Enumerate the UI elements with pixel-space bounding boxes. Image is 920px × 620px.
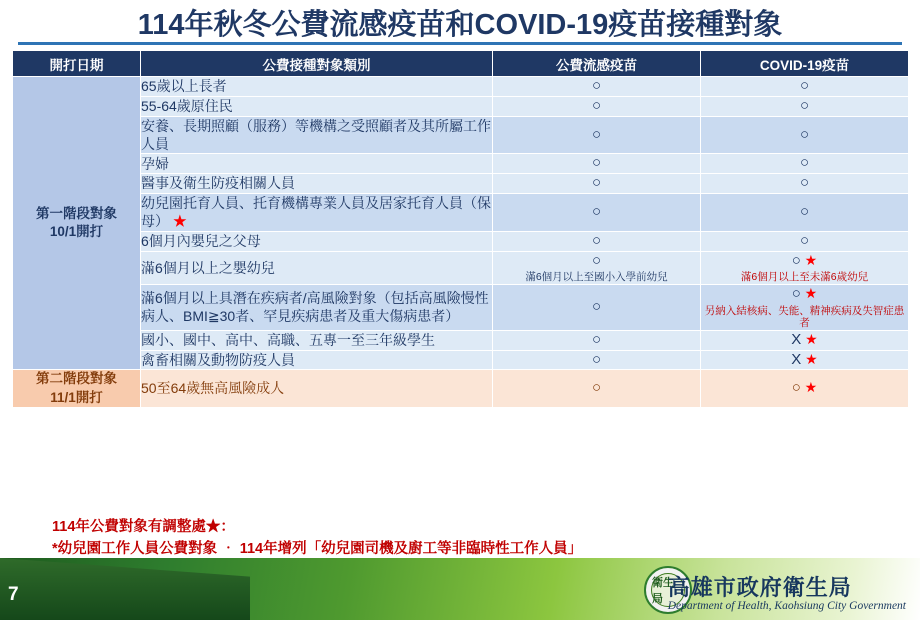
- column-header-flu: 公費流感疫苗: [493, 51, 701, 77]
- flu-mark: [493, 126, 700, 145]
- flu-mark: [493, 252, 700, 271]
- title-underline: [18, 42, 902, 45]
- category-cell: [141, 370, 493, 407]
- phase-cell: [13, 77, 141, 370]
- flu-mark: [493, 97, 700, 116]
- covid-mark: [701, 97, 908, 116]
- covid-mark: [701, 232, 908, 251]
- category-cell: [141, 116, 493, 154]
- category-cell: [141, 154, 493, 174]
- table-header-row: [13, 51, 909, 77]
- flu-symbol: ○: [591, 96, 602, 114]
- covid-symbol: ○: [799, 96, 810, 114]
- covid-cell: [701, 154, 909, 174]
- covid-symbol: ○: [799, 203, 810, 221]
- flu-mark: [493, 174, 700, 193]
- covid-cell: [701, 174, 909, 194]
- covid-mark: [701, 252, 908, 271]
- table-row: [13, 284, 909, 330]
- category-label: 滿6個月以上具潛在疾病者/高風險對象（包括高風險慢性病人、BMI≧30者、罕見疾病患者及重大傷病患者）: [141, 289, 489, 325]
- flu-cell: [493, 193, 701, 231]
- covid-cell: [701, 116, 909, 154]
- flu-symbol: ○: [591, 231, 602, 249]
- flu-cell: [493, 154, 701, 174]
- covid-cell: [701, 251, 909, 284]
- category-label: 滿6個月以上之嬰幼兒: [141, 259, 275, 276]
- covid-note: 滿6個月以上至未滿6歲幼兒: [740, 271, 869, 284]
- covid-mark: [701, 77, 908, 96]
- covid-cell: [701, 330, 909, 350]
- category-label: 安養、長期照顧（服務）等機構之受照顧者及其所屬工作人員: [141, 117, 491, 152]
- flu-cell: [493, 251, 701, 284]
- covid-cell: [701, 370, 909, 407]
- category-cell: [141, 251, 493, 284]
- flu-mark: [493, 232, 700, 251]
- vaccination-table: [12, 50, 909, 408]
- table-row: [13, 116, 909, 154]
- phase-label-line2: 10/1開打: [49, 224, 104, 240]
- flu-cell: [493, 96, 701, 116]
- flu-symbol: ○: [591, 203, 602, 221]
- covid-cell: [701, 96, 909, 116]
- covid-symbol: ○: [799, 174, 810, 192]
- footnote-line-1: 114年公費對象有調整處★：: [52, 519, 235, 535]
- covid-mark: [701, 203, 908, 222]
- covid-note: 另納入結核病、失能、精神疾病及失智症患者: [704, 304, 905, 330]
- covid-symbol: ○: [791, 284, 801, 302]
- table-row: [13, 96, 909, 116]
- table-row: [13, 154, 909, 174]
- flu-mark: [493, 298, 700, 317]
- table-row: [13, 231, 909, 251]
- covid-symbol: ○: [799, 154, 810, 172]
- covid-cell: [701, 350, 909, 370]
- flu-symbol: ○: [591, 251, 602, 269]
- category-cell: [141, 284, 493, 330]
- column-header-category: 公費接種對象類別: [141, 51, 493, 77]
- category-cell: [141, 350, 493, 370]
- flu-cell: [493, 370, 701, 407]
- flu-cell: [493, 116, 701, 154]
- category-label: 65歲以上長者: [141, 78, 227, 95]
- page-title: 114年秋冬公費流感疫苗和COVID-19疫苗接種對象: [137, 9, 783, 41]
- category-label: 6個月內嬰兒之父母: [141, 233, 261, 250]
- category-cell: [141, 77, 493, 97]
- table-row: [13, 330, 909, 350]
- flu-symbol: ○: [591, 298, 602, 316]
- flu-mark: [493, 351, 700, 370]
- phase-label-line1: 第一階段對象: [36, 205, 117, 221]
- footnote-line-2: *幼兒園工作人員公費對象 ‧ 114年增列「幼兒園司機及廚工等非臨時性工作人員」: [52, 541, 583, 558]
- flu-mark: [493, 379, 700, 398]
- table-row: [13, 251, 909, 284]
- flu-symbol: ○: [591, 77, 602, 94]
- category-label: 55-64歲原住民: [141, 97, 233, 114]
- covid-symbol: ○: [791, 379, 801, 397]
- flu-mark: [493, 154, 700, 173]
- covid-symbol: X: [791, 330, 802, 348]
- flu-symbol: ○: [591, 174, 602, 192]
- category-cell: [141, 330, 493, 350]
- flu-cell: [493, 350, 701, 370]
- category-cell: [141, 193, 493, 231]
- flu-cell: [493, 284, 701, 330]
- covid-mark: [701, 126, 908, 145]
- logo-inner-text: 衛生局: [651, 573, 685, 607]
- flu-mark: [493, 203, 700, 222]
- table-row: [13, 193, 909, 231]
- covid-symbol: ○: [799, 231, 810, 249]
- flu-mark: [493, 77, 700, 96]
- covid-mark: [701, 154, 908, 173]
- covid-mark: [701, 285, 908, 304]
- star-icon: ★: [800, 379, 818, 396]
- table-row: [13, 174, 909, 194]
- flu-symbol: ○: [591, 125, 602, 143]
- flu-symbol: ○: [591, 330, 602, 348]
- covid-symbol: ○: [799, 125, 810, 143]
- covid-symbol: ○: [799, 77, 810, 94]
- star-icon: ★: [800, 251, 818, 268]
- category-cell: [141, 231, 493, 251]
- covid-symbol: X: [791, 350, 802, 368]
- table-row: [13, 350, 909, 370]
- flu-cell: [493, 231, 701, 251]
- footnotes: [52, 516, 902, 561]
- flu-note: 滿6個月以上至國小入學前幼兒: [525, 271, 668, 284]
- star-icon: ★: [169, 213, 187, 230]
- table-row: [13, 77, 909, 97]
- flu-cell: [493, 77, 701, 97]
- category-cell: [141, 174, 493, 194]
- flu-mark: [493, 331, 700, 350]
- category-cell: [141, 96, 493, 116]
- star-icon: ★: [801, 350, 818, 367]
- column-header-date: 開打日期: [13, 51, 141, 77]
- category-label: 孕婦: [141, 155, 169, 172]
- covid-symbol: ○: [791, 251, 801, 269]
- organization-name-en: Department of Health, Kaohsiung City Government: [667, 600, 906, 612]
- category-label: 國小、國中、高中、高職、五專一至三年級學生: [141, 332, 435, 349]
- table-row: [13, 370, 909, 407]
- phase-label-line1: 第二階段對象: [36, 371, 117, 387]
- flu-cell: [493, 174, 701, 194]
- flu-cell: [493, 330, 701, 350]
- category-label: 禽畜相關及動物防疫人員: [141, 351, 295, 368]
- category-label: 醫事及衛生防疫相關人員: [141, 175, 295, 192]
- flu-symbol: ○: [591, 154, 602, 172]
- covid-cell: [701, 231, 909, 251]
- covid-mark: [701, 331, 908, 350]
- phase-cell: [13, 370, 141, 407]
- star-icon: ★: [801, 330, 818, 347]
- page-number: 7: [8, 584, 19, 605]
- phase-label-line2: 11/1開打: [50, 389, 103, 405]
- star-icon: ★: [800, 284, 818, 301]
- covid-cell: [701, 193, 909, 231]
- covid-mark: [701, 174, 908, 193]
- covid-cell: [701, 77, 909, 97]
- column-header-covid: COVID-19疫苗: [701, 51, 909, 77]
- table-body: [13, 77, 909, 408]
- category-label: 50至64歲無高風險成人: [141, 380, 285, 397]
- organization-name-zh: 高雄市政府衛生局: [667, 574, 852, 600]
- flu-symbol: ○: [591, 350, 602, 368]
- covid-mark: [701, 379, 908, 398]
- flu-symbol: ○: [591, 379, 602, 397]
- covid-mark: [701, 351, 908, 370]
- category-label: 幼兒園托育人員、托育機構專業人員及居家托育人員（保母）: [141, 194, 491, 230]
- organization-block: [668, 576, 906, 612]
- covid-cell: [701, 284, 909, 330]
